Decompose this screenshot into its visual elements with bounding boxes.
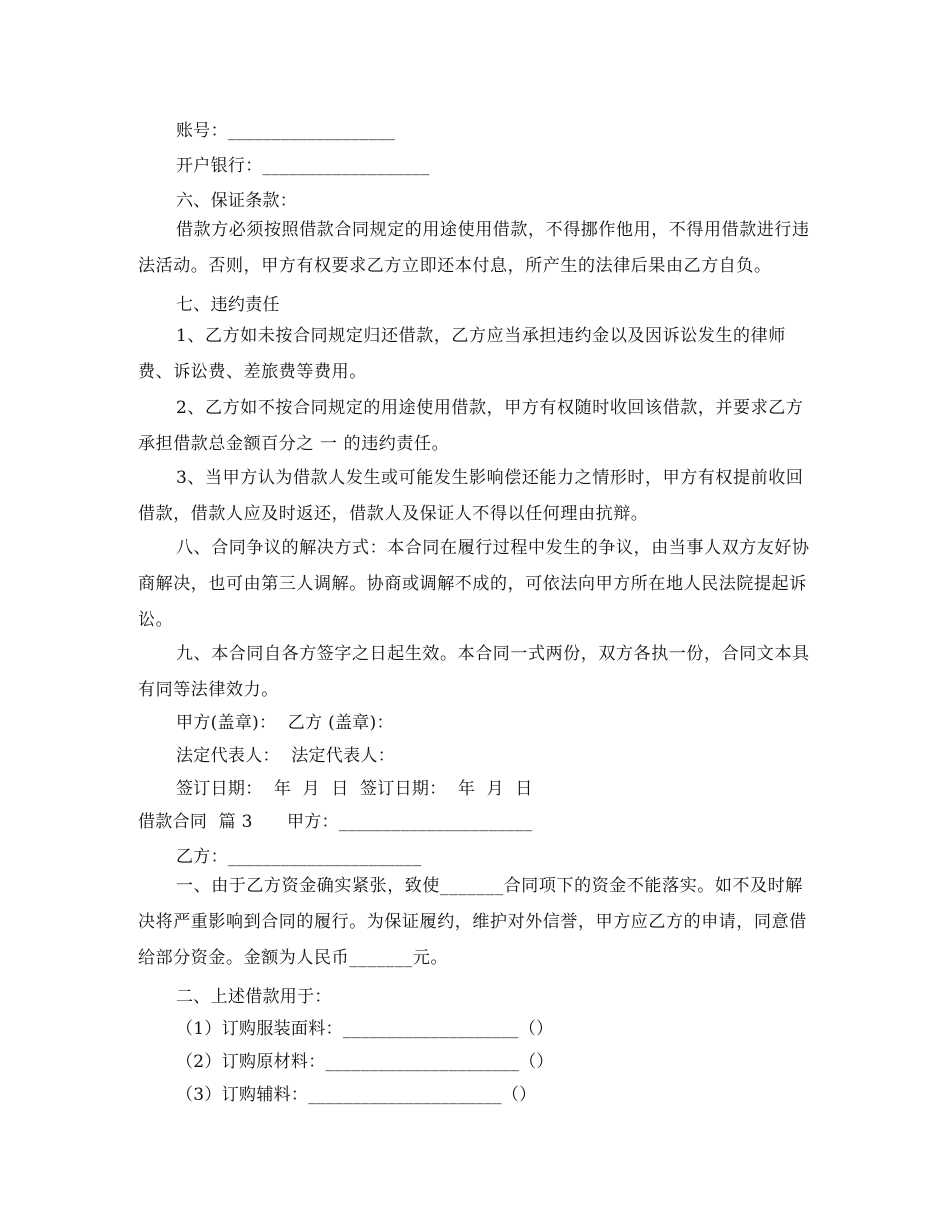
section-6-title: 六、保证条款： bbox=[176, 191, 298, 211]
clause-2-item-1: （1）订购服装面料：____________________（） bbox=[176, 1019, 554, 1039]
section-7-item-2: 2、乙方如不按合同规定的用途使用借款，甲方有权随时收回该借款，并要求乙方承担借款总金额百分之 一 的违约责任。 bbox=[138, 398, 804, 454]
section-7-item-1: 1、乙方如未按合同规定归还借款，乙方应当承担违约金以及因诉讼发生的律师费、诉讼费、差旅费等费用。 bbox=[138, 326, 786, 382]
contract-3-heading: 借款合同 篇 3 甲方：______________________ bbox=[138, 812, 533, 832]
party-b-line: 乙方：______________________ bbox=[176, 847, 422, 867]
account-line: 账号：___________________ bbox=[176, 121, 396, 141]
clause-2-item-3: （3）订购辅料：______________________（） bbox=[176, 1085, 537, 1105]
section-9: 九、本合同自各方签字之日起生效。本合同一式两份，双方各执一份，合同文本具有同等法律效力。 bbox=[138, 644, 810, 700]
clause-2-item-2: （2）订购原材料：______________________（） bbox=[176, 1052, 554, 1072]
section-7-item-3: 3、当甲方认为借款人发生或可能发生影响偿还能力之情形时，甲方有权提前收回借款，借款人应及时返还，借款人及保证人不得以任何理由抗辩。 bbox=[138, 468, 804, 524]
section-6-body: 借款方必须按照借款合同规定的用途使用借款，不得挪作他用，不得用借款进行违法活动。否则，甲方有权要求乙方立即还本付息，所产生的法律后果由乙方自负。 bbox=[138, 220, 810, 276]
sign-date-line: 签订日期： 年 月 日 签订日期： 年 月 日 bbox=[176, 779, 533, 799]
representative-line: 法定代表人： 法定代表人： bbox=[176, 746, 396, 766]
clause-2-title: 二、上述借款用于： bbox=[176, 987, 332, 1007]
section-8: 八、合同争议的解决方式：本合同在履行过程中发生的争议，由当事人双方友好协商解决，也可由第三人调解。协商或调解不成的，可依法向甲方所在地人民法院提起诉讼。 bbox=[138, 538, 810, 630]
seal-line: 甲方(盖章)： 乙方 (盖章)： bbox=[176, 713, 394, 733]
bank-line: 开户银行：___________________ bbox=[176, 156, 430, 176]
clause-1: 一、由于乙方资金确实紧张，致使_______合同项下的资金不能落实。如不及时解决将严重影响到合同的履行。为保证履约，维护对外信誉，甲方应乙方的申请，同意借给部分资金。金额为人民币_______元。 bbox=[138, 876, 807, 968]
section-7-title: 七、违约责任 bbox=[176, 295, 280, 315]
